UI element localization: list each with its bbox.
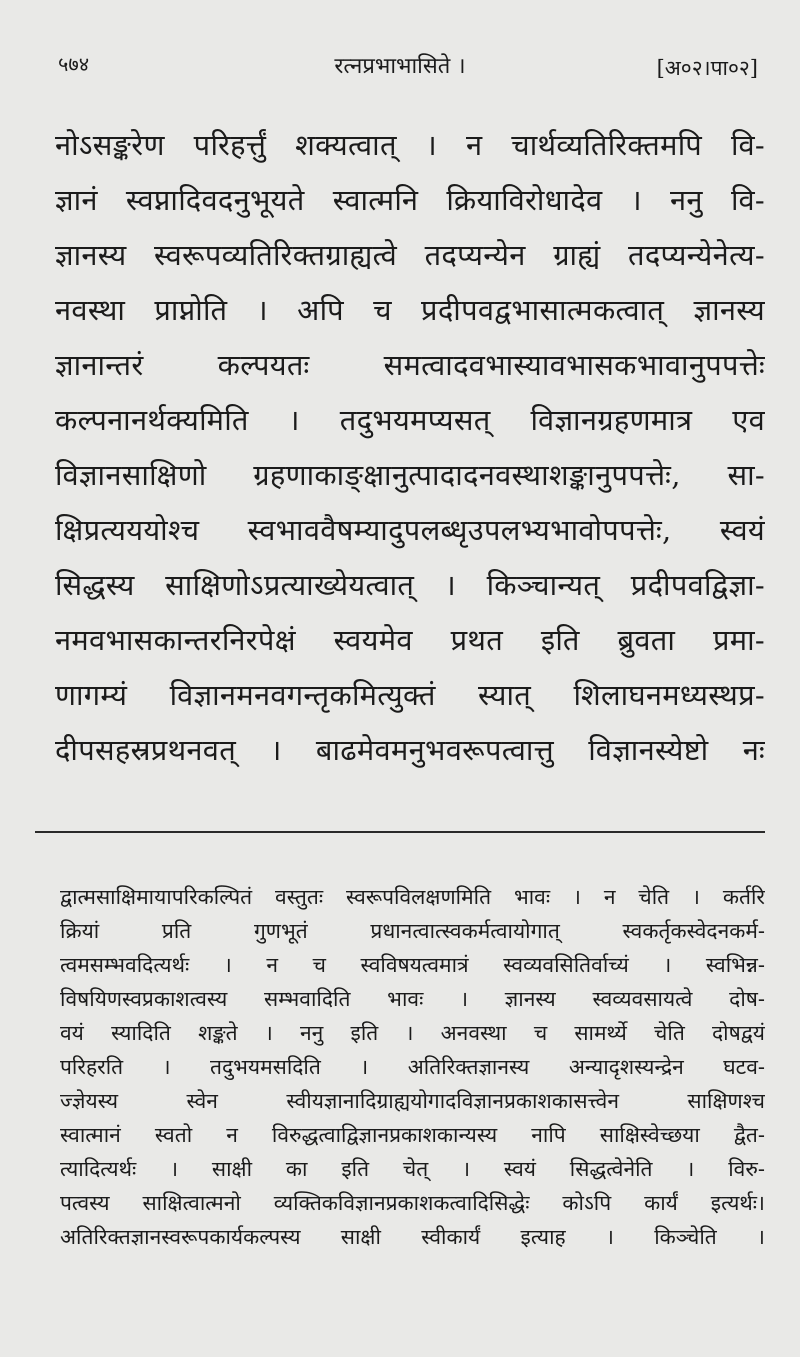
- commentary-line: क्रियां प्रति गुणभूतं प्रधानत्वात्स्वकर्मत्वायोगात् स्वकर्तृकस्वेदनकर्म-: [60, 919, 765, 943]
- main-text-line: नोऽसङ्करेण परिहर्त्तुं शक्यत्वात् । न चार्थव्यतिरिक्तमपि वि-: [55, 128, 765, 162]
- main-text-line: ज्ञानं स्वप्नादिवदनुभूयते स्वात्मनि क्रियाविरोधादेव । ननु वि-: [55, 183, 765, 217]
- main-text-line: दीपसहस्रप्रथनवत् । बाढमेवमनुभवरूपत्वात्तु विज्ञानस्येष्टो नः: [55, 733, 765, 767]
- main-text-line: विज्ञानसाक्षिणो ग्रहणाकाङ्क्षानुत्पादादनवस्थाशङ्कानुपपत्तेः, सा-: [55, 458, 765, 492]
- page-number: ५७४: [58, 52, 90, 76]
- commentary-line: त्यादित्यर्थः । साक्षी का इति चेत् । स्वयं सिद्धत्वेनेति । विरु-: [60, 1157, 765, 1181]
- commentary-line: वयं स्यादिति शङ्कते । ननु इति । अनवस्था च सामर्थ्ये चेति दोषद्वयं: [60, 1021, 765, 1045]
- section-reference: [अ०२।पा०२]: [656, 56, 758, 80]
- commentary-line: त्वमसम्भवदित्यर्थः । न च स्वविषयत्वमात्रं स्वव्यवसितिर्वाच्यं । स्वभिन्न-: [60, 953, 765, 977]
- main-text-line: सिद्धस्य साक्षिणोऽप्रत्याख्येयत्वात् । किञ्चान्यत् प्रदीपवद्विज्ञा-: [55, 568, 765, 602]
- page-header: [0, 46, 800, 86]
- running-title: रत्नप्रभाभासिते ।: [334, 54, 466, 79]
- main-text-line: ज्ञानान्तरं कल्पयतः समत्वादवभास्यावभासकभावानुपपत्तेः: [55, 348, 765, 382]
- main-text-block: [55, 118, 765, 778]
- main-text-line: ज्ञानस्य स्वरूपव्यतिरिक्तग्राह्यत्वे तदप्यन्येन ग्राह्यं तदप्यन्येनेत्य-: [55, 238, 765, 272]
- commentary-line: ज्ज्ञेयस्य स्वेन स्वीयज्ञानादिग्राह्ययोगादविज्ञानप्रकाशकासत्त्वेन साक्षिणश्च: [60, 1089, 765, 1113]
- main-text-line: नवस्था प्राप्नोति । अपि च प्रदीपवद्वभासात्मकत्वात् ज्ञानस्य: [55, 293, 765, 327]
- commentary-line: विषयिणस्वप्रकाशत्वस्य सम्भवादिति भावः । ज्ञानस्य स्वव्यवसायत्वे दोष-: [60, 987, 765, 1011]
- horizontal-divider: [35, 831, 765, 833]
- main-text-line: क्षिप्रत्यययोश्च स्वभाववैषम्यादुपलब्धृउपलभ्यभावोपपत्तेः, स्वयं: [55, 513, 765, 547]
- main-text-line: कल्पनानर्थक्यमिति । तदुभयमप्यसत् विज्ञानग्रहणमात्र एव: [55, 403, 765, 437]
- main-text-line: नमवभासकान्तरनिरपेक्षं स्वयमेव प्रथत इति ब्रुवता प्रमा-: [55, 623, 765, 657]
- commentary-line: अतिरिक्तज्ञानस्वरूपकार्यकल्पस्य साक्षी स्वीकार्यं इत्याह । किञ्चेति ।: [60, 1225, 765, 1249]
- commentary-block: [60, 880, 765, 1254]
- commentary-line: परिहरति । तदुभयमसदिति । अतिरिक्तज्ञानस्य अन्यादृशस्यन्द्रेन घटव-: [60, 1055, 765, 1079]
- commentary-line: स्वात्मानं स्वतो न विरुद्धत्वाद्विज्ञानप्रकाशकान्यस्य नापि साक्षिस्वेच्छया द्वैत-: [60, 1123, 765, 1147]
- commentary-line: द्वात्मसाक्षिमायापरिकल्पितं वस्तुतः स्वरूपविलक्षणमिति भावः । न चेति । कर्तरि: [60, 885, 765, 909]
- main-text-line: णागम्यं विज्ञानमनवगन्तृकमित्युक्तं स्यात् शिलाघनमध्यस्थप्र-: [55, 678, 765, 712]
- commentary-line: पत्वस्य साक्षित्वात्मनो व्यक्तिकविज्ञानप्रकाशकत्वादिसिद्धेः कोऽपि कार्यं इत्यर्थः।: [60, 1191, 765, 1215]
